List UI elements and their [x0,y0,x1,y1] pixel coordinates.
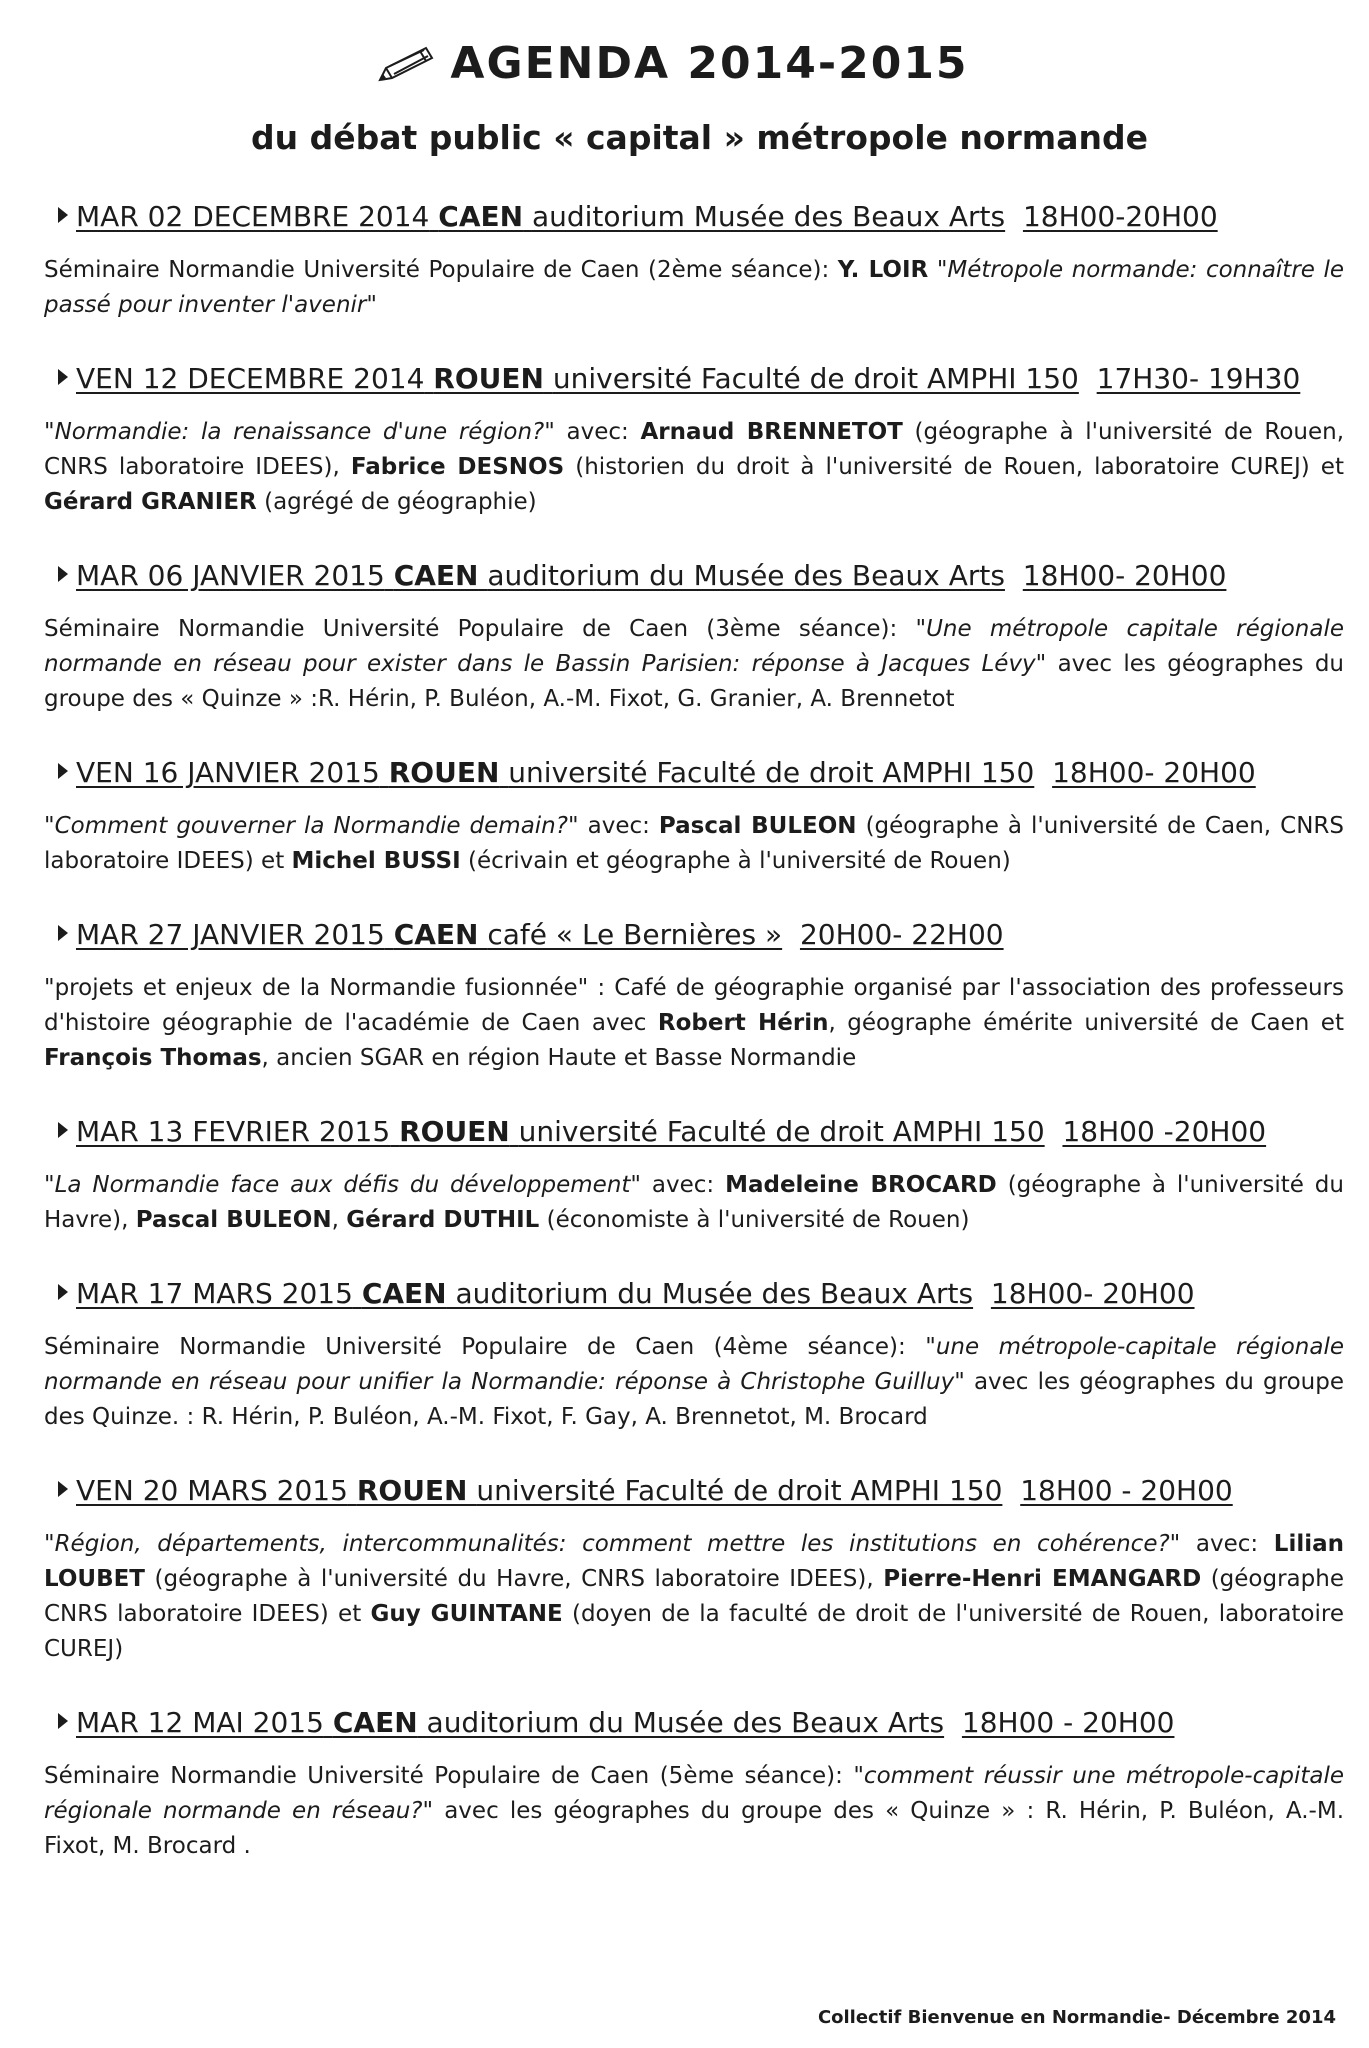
talk-title: "comment réussir une métropole-capitale régionale normande en réseau?" [44,1763,1344,1824]
event-header [58,1701,1344,1745]
triangle-right-icon [58,566,68,582]
event-venue: auditorium du Musée des Beaux Arts [426,1706,945,1739]
description-intro: Séminaire Normandie Université Populaire de Caen (3ème séance): [44,616,916,642]
description-connector: avec: [578,813,659,839]
talk-title: "Normandie: la renaissance d'une région?" [44,419,555,445]
speaker-role: (géographe à l'université de Rouen, CNRS laboratoire IDEES), [44,419,1345,480]
event-city: ROUEN [356,1474,468,1507]
speaker-name: Robert Hérin [657,1010,829,1036]
event-header-line [76,1277,973,1310]
event-description [44,1168,1344,1238]
description-tail: avec les géographes du groupe des « Quinze » :R. Hérin, P. Buléon, A.-M. Fixot, G. Granier, A. Brennetot [44,651,1344,712]
speaker-name: Pascal BULEON [658,813,857,839]
event-description [44,612,1344,717]
event-time: 18H00 - 20H00 [1020,1474,1233,1507]
event-venue: université Faculté de droit AMPHI 150 [476,1474,1003,1507]
event-list [44,195,1344,1898]
speaker-role: (doyen de la faculté de droit de l'université de Rouen, laboratoire CUREJ) [44,1601,1344,1662]
event-time: 18H00- 20H00 [1052,756,1256,789]
speaker-name: Fabrice DESNOS [350,454,565,480]
event-item [44,1110,1344,1238]
speaker-name: Arnaud BRENNETOT [640,419,903,445]
event-time: 18H00- 20H00 [990,1277,1195,1310]
event-header [58,1272,1344,1316]
event-date: MAR 02 DECEMBRE 2014 [76,200,430,233]
event-venue: auditorium du Musée des Beaux Arts [487,559,1005,592]
description-tail: avec les géographes du groupe des Quinze. : R. Hérin, P. Buléon, A.-M. Fixot, F. Gay, A. Brennetot, M. Brocard [44,1369,1344,1430]
description-tail: avec les géographes du groupe des « Quinze » : R. Hérin, P. Buléon, A.-M. Fixot, M. Brocard . [44,1798,1344,1859]
speaker-name: Michel BUSSI [291,848,461,874]
speaker-role: , géographe émérite université de Caen et [828,1010,1344,1036]
triangle-right-icon [58,1713,68,1729]
page-title: AGENDA 2014-2015 [450,38,969,89]
talk-title: "Région, départements, intercommunalités: comment mettre les institutions en cohérence?" [44,1531,1181,1557]
triangle-right-icon [58,369,68,385]
description-intro: Séminaire Normandie Université Populaire de Caen (4ème séance): [44,1334,926,1360]
description-connector: avec: [554,419,641,445]
event-venue: café « Le Bernières » [487,918,783,951]
speaker-role: , ancien SGAR en région Haute et Basse Normandie [261,1045,857,1071]
event-venue: université Faculté de droit AMPHI 150 [518,1115,1045,1148]
description-intro: Séminaire Normandie Université Populaire de Caen (2ème séance): [44,257,838,283]
event-city: ROUEN [388,756,500,789]
event-description [44,253,1344,323]
event-item [44,1272,1344,1435]
event-header [58,1110,1344,1154]
event-city: CAEN [361,1277,447,1310]
talk-title: "Métropole normande: connaître le passé pour inventer l'avenir" [44,257,1345,318]
event-item [44,1701,1344,1864]
event-description [44,1330,1344,1435]
event-city: ROUEN [399,1115,510,1148]
event-header [58,751,1344,795]
speaker-role: , [331,1207,347,1233]
speaker-role: (historien du droit à l'université de Rouen, laboratoire CUREJ) et [564,454,1344,480]
speaker-name: Y. LOIR [837,257,929,283]
event-city: CAEN [393,559,479,592]
speaker-role: (économiste à l'université de Rouen) [539,1207,970,1233]
event-venue: université Faculté de droit AMPHI 150 [508,756,1035,789]
speaker-role: (agrégé de géographie) [256,489,537,515]
footer-credit: Collectif Bienvenue en Normandie- Décembre 2014 [817,2007,1336,2028]
event-city: CAEN [332,1706,418,1739]
talk-title: "Comment gouverner la Normandie demain?" [44,813,579,839]
event-time: 18H00- 20H00 [1022,559,1227,592]
event-description [44,809,1344,879]
event-venue: université Faculté de droit AMPHI 150 [552,362,1079,395]
speaker-name: Pierre-Henri EMANGARD [883,1566,1202,1592]
event-header-line [76,362,1079,395]
triangle-right-icon [58,1122,68,1138]
description-connector: avec: [1180,1531,1274,1557]
description-connector: avec: [641,1172,726,1198]
page-subtitle: du débat public « capital » métropole normande [251,118,1148,157]
event-venue: auditorium Musée des Beaux Arts [531,200,1006,233]
event-item [44,357,1344,520]
event-venue: auditorium du Musée des Beaux Arts [455,1277,974,1310]
speaker-role: (géographe CNRS laboratoire IDEES) et [44,1566,1344,1627]
speaker-role: (géographe à l'université du Havre, CNRS laboratoire IDEES), [145,1566,884,1592]
event-description [44,971,1344,1076]
event-header-line [76,1706,944,1739]
event-date: MAR 12 MAI 2015 [76,1706,324,1739]
triangle-right-icon [58,925,68,941]
triangle-right-icon [58,763,68,779]
event-city: ROUEN [433,362,544,395]
speaker-role: (géographe à l'université du Havre), [44,1172,1344,1233]
event-date: MAR 27 JANVIER 2015 [76,918,385,951]
event-header [58,357,1344,401]
speaker-name: Gérard GRANIER [44,489,257,515]
event-date: MAR 17 MARS 2015 [76,1277,353,1310]
event-time: 20H00- 22H00 [799,918,1004,951]
event-date: VEN 12 DECEMBRE 2014 [76,362,425,395]
triangle-right-icon [58,1481,68,1497]
event-item [44,195,1344,323]
speaker-name: François Thomas [44,1045,262,1071]
description-intro: Séminaire Normandie Université Populaire de Caen (5ème séance): [44,1763,854,1789]
event-description [44,1759,1344,1864]
event-city: CAEN [393,918,479,951]
event-item [44,751,1344,879]
event-header [58,554,1344,598]
speaker-name: Madeleine BROCARD [725,1172,997,1198]
event-header-line [76,1474,1002,1507]
event-description [44,415,1344,520]
header [0,18,1369,208]
triangle-right-icon [58,207,68,223]
speaker-role: (écrivain et géographe à l'université de Rouen) [460,848,1011,874]
speaker-role: (géographe à l'université de Caen, CNRS laboratoire IDEES) et [44,813,1344,874]
speaker-name: Guy GUINTANE [370,1601,563,1627]
triangle-right-icon [58,1284,68,1300]
event-item [44,1469,1344,1667]
event-header-line [76,918,782,951]
event-date: VEN 16 JANVIER 2015 [76,756,380,789]
event-header [58,1469,1344,1513]
speaker-name: Pascal BULEON [135,1207,332,1233]
event-header-line [76,756,1034,789]
event-time: 18H00 -20H00 [1062,1115,1267,1148]
event-city: CAEN [438,200,524,233]
event-header [58,195,1344,239]
event-item [44,554,1344,717]
event-time: 17H30- 19H30 [1096,362,1301,395]
speaker-name: Gérard DUTHIL [346,1207,540,1233]
event-date: MAR 06 JANVIER 2015 [76,559,385,592]
talk-title: "une métropole-capitale régionale normande en réseau pour unifier la Normandie: réponse à Christophe Guilluy" [44,1334,1344,1395]
event-date: MAR 13 FEVRIER 2015 [76,1115,391,1148]
event-header-line [76,559,1005,592]
event-header-line [76,1115,1045,1148]
talk-title: "Une métropole capitale régionale normande en réseau pour exister dans le Bassin Parisien: réponse à Jacques Lévy" [44,616,1344,677]
event-header [58,913,1344,957]
event-date: VEN 20 MARS 2015 [76,1474,348,1507]
description-intro: "projets et enjeux de la Normandie fusionnée" : Café de géographie organisé par l'association des professeurs d'histoire géographie de l'académie de Caen avec [44,975,1344,1036]
speaker-name: Lilian LOUBET [44,1531,1344,1592]
event-header-line [76,200,1005,233]
event-item [44,913,1344,1076]
event-description [44,1527,1344,1667]
talk-title: "La Normandie face aux défis du développement" [44,1172,641,1198]
event-time: 18H00 - 20H00 [961,1706,1175,1739]
event-time: 18H00-20H00 [1022,200,1218,233]
